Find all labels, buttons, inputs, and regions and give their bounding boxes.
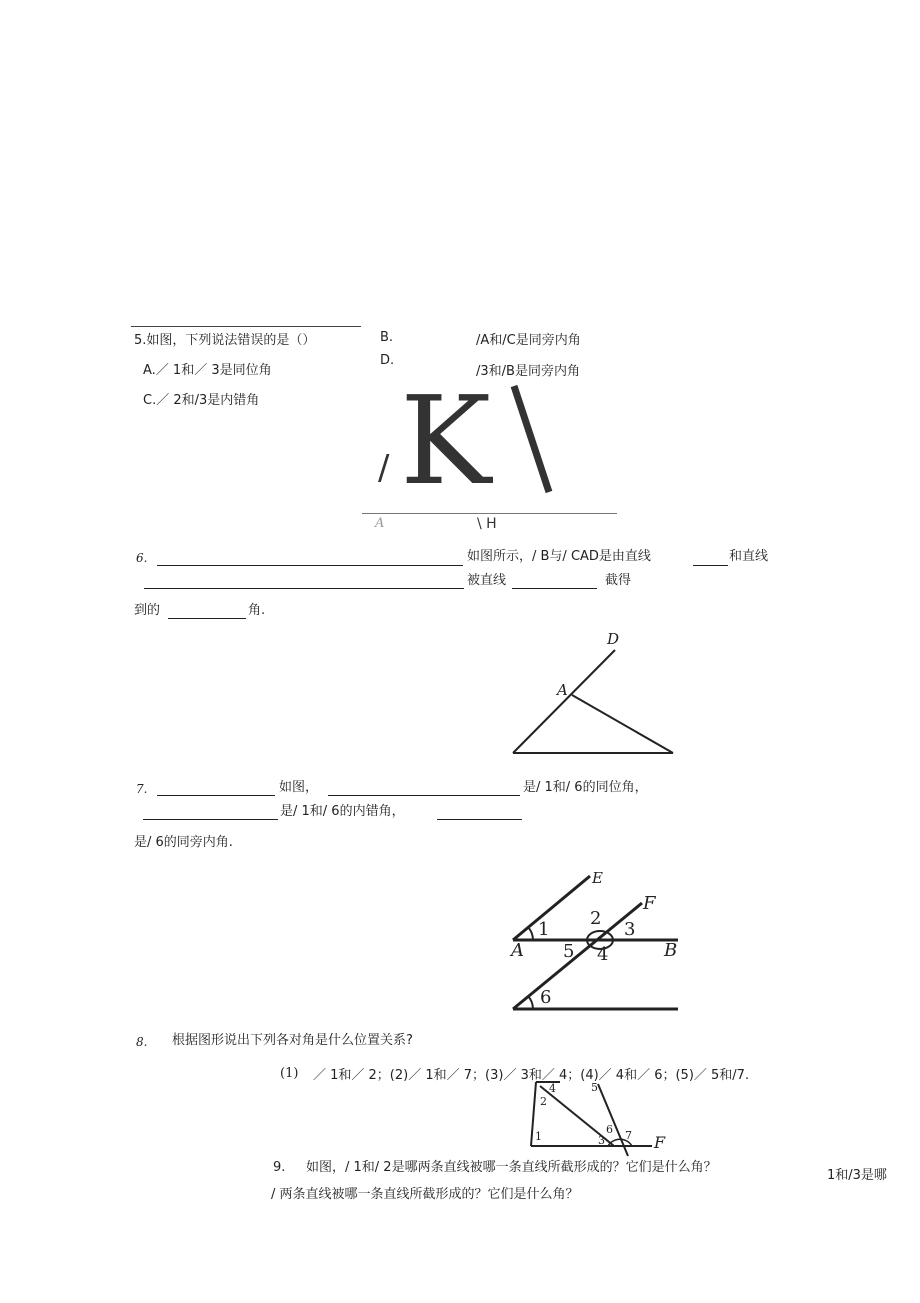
q8-figure-label-6: 6 <box>606 1123 613 1136</box>
q9-text-1: 如图，/ 1和/ 2是哪两条直线被哪一条直线所截形成的？它们是什么角？ <box>306 1160 717 1175</box>
q8-figure-label-1: 1 <box>535 1130 542 1143</box>
q8-items: ／ 1和／ 2；(2)／ 1和／ 7；(3)／ 3和／ 4；(4)／ 4和／ 6；(5)／ 5和/7. <box>313 1068 750 1083</box>
q5-option-c: C.／ 2和/3是内错角 <box>143 393 260 408</box>
q6-text-2: 和直线 <box>729 549 769 564</box>
q8-figure-label-2: 2 <box>540 1095 547 1108</box>
q7-figure-label-a: A <box>511 940 524 961</box>
q6-text-1: 如图所示，/ B与/ CAD是由直线 <box>467 549 651 564</box>
q6-text-4: 截得 <box>605 573 632 588</box>
q5-option-b-text: /A和/C是同旁内角 <box>476 333 581 348</box>
q7-figure-label-e: E <box>592 869 603 887</box>
q7-figure-label-3: 3 <box>624 919 636 940</box>
q7-figure-label-6: 6 <box>540 987 552 1008</box>
q6-text-5: 到的 <box>134 603 161 618</box>
q7-number: 7. <box>136 782 148 796</box>
q5-option-d-text: /3和/B是同旁内角 <box>476 364 580 379</box>
q5-figure-label-a: A <box>375 516 385 531</box>
q8-figure-label-f: F <box>654 1133 666 1152</box>
q7-figure-label-b: B <box>664 940 678 961</box>
q9-text-2: / 两条直线被哪一条直线所截形成的？它们是什么角？ <box>271 1187 579 1202</box>
q8-text: 根据图形说出下列各对角是什么位置关系? <box>172 1033 413 1048</box>
q7-text-2: 是/ 1和/ 6的同位角， <box>523 780 648 795</box>
q8-figure-label-5: 5 <box>591 1081 598 1094</box>
q8-figure-label-4: 4 <box>549 1082 556 1095</box>
q5-figure-letter-k: K <box>400 370 492 512</box>
q5-option-a: A.／ 1和／ 3是同位角 <box>143 363 272 378</box>
q8-number: 8. <box>136 1035 148 1049</box>
q7-figure-label-4: 4 <box>597 944 609 965</box>
q7-figure-label-5: 5 <box>563 941 575 962</box>
q8-figure-label-7: 7 <box>625 1129 632 1142</box>
q5-stem: 5.如图，下列说法错误的是（） <box>134 333 316 348</box>
q5-option-d-label: D. <box>380 353 395 368</box>
q7-text-1: 如图， <box>279 780 319 795</box>
q5-option-b-label: B. <box>380 330 394 345</box>
q5-figure-slash: / <box>378 448 390 488</box>
q6-figure-label-d: D <box>607 630 620 648</box>
q6-text-6: 角. <box>248 603 266 618</box>
q7-figure-label-1: 1 <box>538 919 550 940</box>
q6-text-3: 被直线 <box>467 573 507 588</box>
q7-text-3: 是/ 1和/ 6的内错角， <box>280 804 405 819</box>
q9-text-right: 1和/3是哪 <box>827 1168 887 1183</box>
q6-figure-label-a: A <box>557 681 568 699</box>
q8-figure-label-3: 3 <box>598 1134 605 1147</box>
q7-text-4: 是/ 6的同旁内角. <box>134 835 233 850</box>
q7-figure-label-2: 2 <box>590 908 602 929</box>
q8-marker: (1) <box>280 1066 299 1081</box>
q5-figure-label-h: \ H <box>477 516 497 532</box>
q7-figure-label-f: F <box>643 893 656 914</box>
q6-number: 6. <box>136 551 148 565</box>
q9-number: 9. <box>273 1160 286 1175</box>
